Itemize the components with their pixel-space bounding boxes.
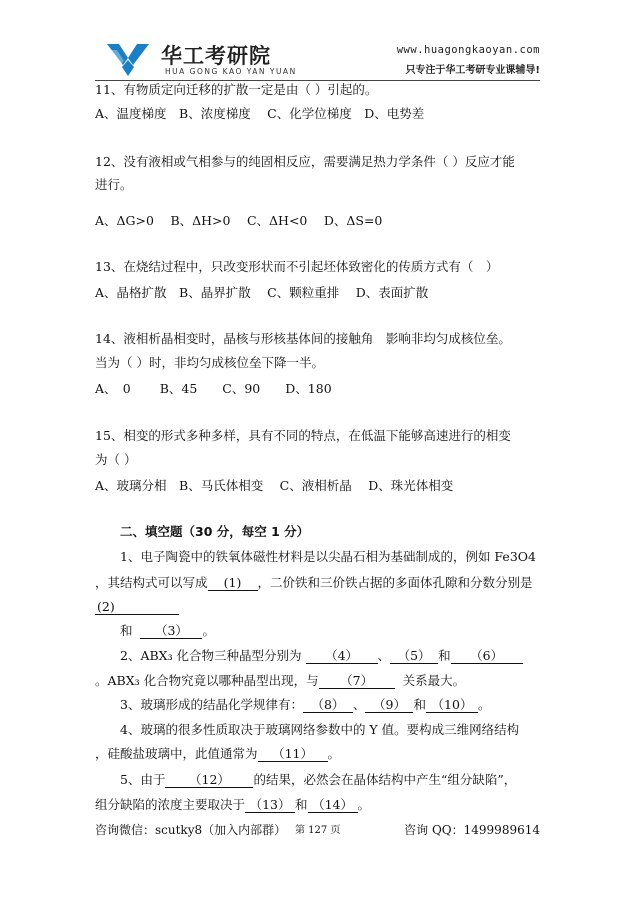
fill-q5-line1 [120,772,516,788]
fill-q1-text-a: ，其结构式可以写成 [95,575,208,590]
footer-qq: 咨询 QQ：1499989614 [404,823,540,837]
blank-6: （6） [451,649,523,664]
fill-q1-line3 [95,599,179,615]
question-14-stem-line2: 当为（ ）时，非均匀成核位垒下降一半。 [95,355,324,370]
question-12-stem-line2: 进行。 [95,177,133,192]
fill-q1-line2 [95,575,533,591]
fill-q5-end: 。 [357,797,371,812]
site-slogan: 只专注于华工考研专业课辅导! [405,65,540,76]
logo-chinese-name: 华工考研院 [161,44,271,68]
logo-english-name: HUA GONG KAO YAN YUAN [165,67,297,76]
question-11-options: A、温度梯度 B、浓度梯度 C、化学位梯度 D、电势差 [95,106,425,121]
question-14-options: A、 0 B、45 C、90 D、180 [95,381,332,396]
fill-q2-text-a: 2、ABX₃ 化合物三种晶型分别为 [120,648,302,663]
fill-q5-text-c: 组分缺陷的浓度主要取决于 [95,797,246,812]
header-divider [95,80,540,81]
footer-page-number: 第 127 页 [295,825,341,836]
blank-3: （3） [140,624,202,639]
blank-14: （14） [308,798,358,813]
question-13-stem: 13、在烧结过程中，只改变形状而不引起坯体致密化的传质方式有（ ） [95,259,499,274]
fill-q5-text-a: 5、由于 [120,772,166,787]
blank-11: （11） [258,747,328,762]
fill-q2-line1 [120,648,523,664]
blank-5: （5） [390,649,438,664]
fill-q3-and: 和 [413,697,426,712]
fill-q3-sep: 、 [352,697,366,712]
fill-q5-and: 和 [295,797,308,812]
fill-q2-sep: 、 [377,648,391,663]
fill-q3-text: 3、玻璃形成的结晶化学规律有： [120,697,303,712]
section-2-title: 二、填空题（30 分，每空 1 分） [120,524,310,539]
site-url: www.huagongkaoyan.com [396,44,540,56]
fill-q1-line4 [120,623,215,639]
fill-q4-line2 [95,746,340,762]
page-header [95,38,540,80]
footer-wechat: 咨询微信：scutky8（加入内部群） [95,823,287,837]
question-15-options: A、玻璃分相 B、马氏体相变 C、液相析晶 D、珠光体相变 [95,478,454,493]
question-15-stem-line2: 为（ ） [95,452,137,467]
blank-13: （13） [245,798,295,813]
blank-2: (2) [95,600,179,615]
fill-q2-and: 和 [438,648,451,663]
fill-q3-end: 。 [478,697,491,712]
question-15-stem-line1: 15、相变的形式多种多样，具有不同的特点，在低温下能够高速进行的相变 [95,428,511,443]
fill-q1-and: 和 [120,623,133,638]
fill-q4-line1: 4、玻璃的很多性质取决于玻璃网络参数中的 Y 值。要构成三维网络结构 [120,722,520,737]
fill-q1-line1: 1、电子陶瓷中的铁氧体磁性材料是以尖晶石相为基础制成的，例如 Fe3O4 [120,549,536,564]
fill-q5-line2 [95,797,370,813]
fill-q1-end: 。 [202,623,215,638]
fill-q1-text-b: ，二价铁和三价铁占据的多面体孔隙和分数分别是 [257,575,533,590]
fill-q5-text-b: 的结果，必然会在晶体结构中产生“组分缺陷”， [253,772,517,787]
fill-q4-end: 。 [327,746,341,761]
question-14-stem-line1: 14、液相析晶相变时，晶核与形核基体间的接触角 影响非均匀成核位垒。 [95,331,511,346]
question-11-stem: 11、有物质定向迁移的扩散一定是由（ ）引起的。 [95,82,378,97]
huagong-logo-icon [105,40,151,78]
blank-1: (1) [208,576,258,591]
question-12-options: A、ΔG>0 B、ΔH>0 C、ΔH<0 D、ΔS=0 [95,213,383,228]
blank-12: （12） [165,773,253,788]
fill-q2-text-c: 关系最大。 [402,673,466,688]
blank-10: （10） [426,698,478,713]
blank-4: （4） [306,649,378,664]
blank-7: （7） [319,674,395,689]
fill-q2-text-b: 。ABX₃ 化合物究竟以哪种晶型出现，与 [95,673,319,688]
fill-q4-text: ，硅酸盐玻璃中，此值通常为 [95,746,258,761]
question-13-options: A、晶格扩散 B、晶界扩散 C、颗粒重排 D、表面扩散 [95,285,429,300]
question-12-stem-line1: 12、没有液相或气相参与的纯固相反应，需要满足热力学条件（ ）反应才能 [95,154,515,169]
blank-8: （8） [303,698,353,713]
blank-9: （9） [365,698,413,713]
fill-q2-line2 [95,673,465,689]
fill-q3-line [120,697,491,713]
